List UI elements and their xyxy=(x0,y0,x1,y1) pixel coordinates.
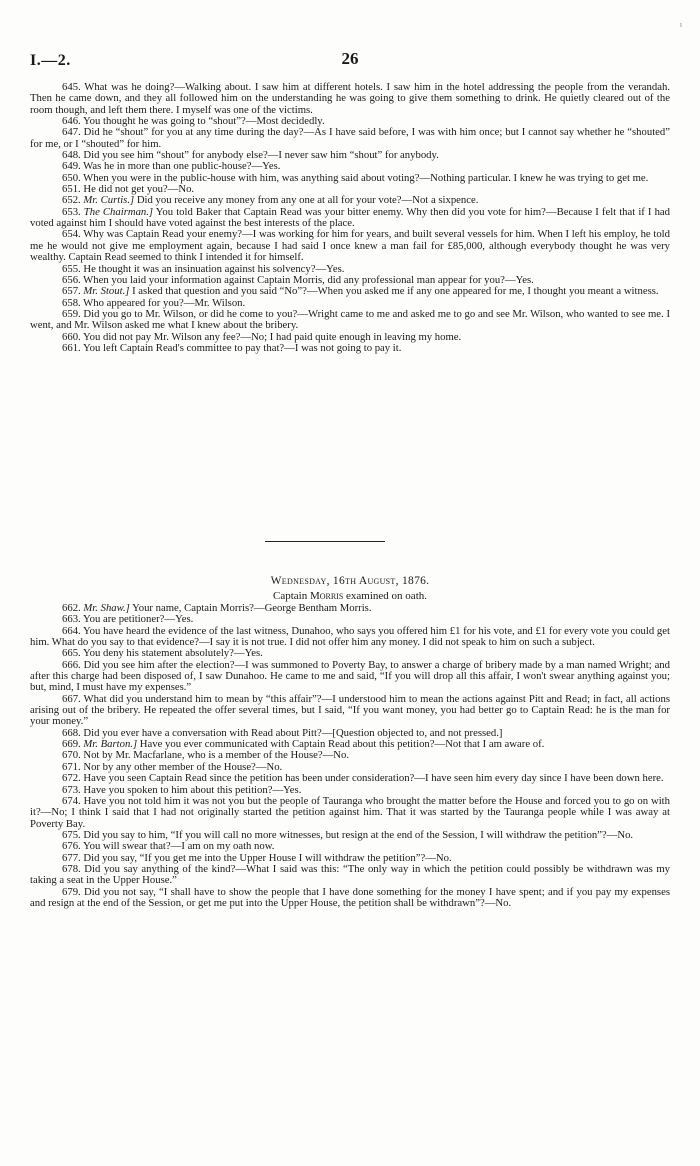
witness-name: Morris xyxy=(309,590,344,602)
question-paragraph xyxy=(30,207,670,230)
question-text: 655. He thought it was an insinuation against his solvency?—Yes. xyxy=(62,262,345,275)
evidence-block-2 xyxy=(30,603,670,909)
question-text: 668. Did you ever have a conversation with Read about Pitt?—[Question objected to, and not pressed.] xyxy=(62,726,503,739)
question-paragraph xyxy=(30,864,670,887)
question-text: I asked that question and you said “No”?—When you asked me if any one appeared for me, I thought you meant a witness. xyxy=(129,285,659,298)
question-text: 677. Did you say, “If you get me into the Upper House I will withdraw the petition”?—No. xyxy=(62,851,452,864)
question-paragraph xyxy=(30,309,670,332)
evidence-block-1 xyxy=(30,82,670,354)
corner-mark: ι xyxy=(679,20,682,29)
question-paragraph xyxy=(30,229,670,263)
question-text: 676. You will swear that?—I am on my oath now. xyxy=(62,840,275,853)
speaker-label: Mr. Stout.] xyxy=(83,285,130,298)
question-number: 657. xyxy=(62,285,84,298)
question-text: 651. He did not get you?—No. xyxy=(62,183,195,196)
question-text: 665. You deny his statement absolutely?—Yes. xyxy=(62,647,263,660)
question-number: 652. xyxy=(62,194,84,207)
question-text: 666. Did you see him after the election?—I was summoned to Poverty Bay, to answer a charge of bribery made by a man named Wright; and after this charge had been disposed of, I saw Dunahoo. He came to me and said, “If you will drop all this affair, I won't swear anything against you; but, mind, I must have my expenses.” xyxy=(30,658,670,694)
question-paragraph xyxy=(30,887,670,910)
question-text: 664. You have heard the evidence of the last witness, Dunahoo, who says you offered him £1 for his vote, and £1 for every vote you could get him. What do you say to that evidence?—I say it is not true. I did not offer him any money. I did not speak to him on such a subject. xyxy=(30,624,670,649)
question-number: 662. xyxy=(62,602,84,614)
witness-heading xyxy=(0,590,700,602)
question-number: 653. xyxy=(62,205,84,218)
question-text: 647. Did he “shout” for you at any time during the day?—As I have said before, I was with him once; but I cannot say whether he “shouted” for me, or I “shouted” for him. xyxy=(30,126,670,150)
question-text: 661. You left Captain Read's committee to pay that?—I was not going to pay it. xyxy=(62,341,402,354)
speaker-label: Mr. Shaw.] xyxy=(83,602,130,614)
question-number: 669. xyxy=(62,738,84,751)
session-date-heading: Wednesday, 16th August, 1876. xyxy=(270,575,430,587)
witness-heading-post: examined on oath. xyxy=(343,590,427,602)
question-text: 671. Nor by any other member of the House?—No. xyxy=(62,760,283,773)
question-paragraph xyxy=(30,660,670,694)
question-paragraph xyxy=(30,796,670,830)
question-text: 656. When you laid your information against Captain Morris, did any professional man appear for you?—Yes. xyxy=(62,273,534,286)
question-text: 674. Have you not told him it was not you but the people of Tauranga who brought the matter before the House and forced you to go on with it?—No; I think I said that I had not originally started the petition against him. That it was started by the Tauranga people while I was away at Poverty Bay. xyxy=(30,794,670,830)
question-paragraph xyxy=(30,694,670,728)
question-text: You told Baker that Captain Read was your bitter enemy. Why then did you vote for him?—Because I felt that if I had voted against him I should have voted against the best interests of the place. xyxy=(30,205,670,230)
question-text: 679. Did you not say, “I shall have to show the people that I have done something for the money I have spent; and if you pay my expenses and resign at the end of the Session, or get me put into the Upper House, the petition shall be withdrawn”?—No. xyxy=(30,885,670,909)
question-text: 670. Not by Mr. Macfarlane, who is a member of the House?—No. xyxy=(62,749,350,762)
question-text: 673. Have you spoken to him about this petition?—Yes. xyxy=(62,783,302,796)
question-text: 646. You thought he was going to “shout”?—Most decidedly. xyxy=(62,115,325,128)
question-text: Your name, Captain Morris?—George Bentham Morris. xyxy=(129,602,372,614)
section-divider xyxy=(265,541,385,542)
question-text: Have you ever communicated with Captain Read about this petition?—Not that I am aware of. xyxy=(137,738,545,751)
question-text: 659. Did you go to Mr. Wilson, or did he come to you?—Wright came to me and asked me to go and see Mr. Wilson, who wanted to see me. I went, and Mr. Wilson asked me what I knew about the bribery. xyxy=(30,307,670,332)
question-text: 654. Why was Captain Read your enemy?—I was working for him for years, and built several vessels for him. When I left his employ, he told me he would not give me employment again, because I had said I once knew a man fail for £85,000, although everybody thought he was very wealthy. Captain Read seemed to think I intended it for himself. xyxy=(30,228,670,264)
question-text: 672. Have you seen Captain Read since the petition has been under consideration?—I have seen him every day since I have been down here. xyxy=(62,772,664,785)
witness-heading-pre: Captain xyxy=(272,590,310,602)
question-paragraph xyxy=(30,127,670,150)
speaker-label: Mr. Curtis.] xyxy=(83,194,135,207)
question-text: 660. You did not pay Mr. Wilson any fee?—No; I had paid quite enough in leaving my home. xyxy=(62,330,462,343)
question-text: 649. Was he in more than one public-house?—Yes. xyxy=(62,160,281,173)
question-text: 675. Did you say to him, “If you will call no more witnesses, but resign at the end of the Session, I will withdraw the petition”?—No. xyxy=(62,828,634,841)
question-text: 650. When you were in the public-house with him, was anything said about voting?—Nothing particular. I knew he was trying to get me. xyxy=(62,171,649,184)
question-text: 648. Did you see him “shout” for anybody else?—I never saw him “shout” for anybody. xyxy=(62,149,439,162)
question-paragraph xyxy=(30,626,670,649)
question-text: Did you receive any money from any one at all for your vote?—Not a sixpence. xyxy=(134,194,479,207)
question-text: 667. What did you understand him to mean by “this affair”?—I understood him to mean the actions against Pitt and Read; in fact, all actions arising out of the bribery. He repeated the offer several times, but I said, “If you want money, you had better go to Captain Read: he is the man for your money.” xyxy=(30,692,670,728)
question-paragraph xyxy=(30,343,670,354)
page-number: 26 xyxy=(341,49,359,68)
question-text: 658. Who appeared for you?—Mr. Wilson. xyxy=(62,296,246,309)
question-text: 645. What was he doing?—Walking about. I saw him at different hotels. I saw him in the hotel addressing the people from the verandah. Then he came down, and they all followed him on the understanding he was going to give them something to drink. He quietly cleared out of the room though, and left them there. I myself was one of the victims. xyxy=(30,81,670,116)
question-paragraph xyxy=(30,82,670,116)
speaker-label: Mr. Barton.] xyxy=(83,738,138,751)
question-text: 678. Did you say anything of the kind?—What I said was this: “The only way in which the petition could possibly be withdrawn was my taking a seat in the Upper House.” xyxy=(30,862,670,887)
question-text: 663. You are petitioner?—Yes. xyxy=(62,613,194,626)
speaker-label: The Chairman.] xyxy=(83,205,154,218)
paper-series-code: I.—2. xyxy=(30,52,71,69)
